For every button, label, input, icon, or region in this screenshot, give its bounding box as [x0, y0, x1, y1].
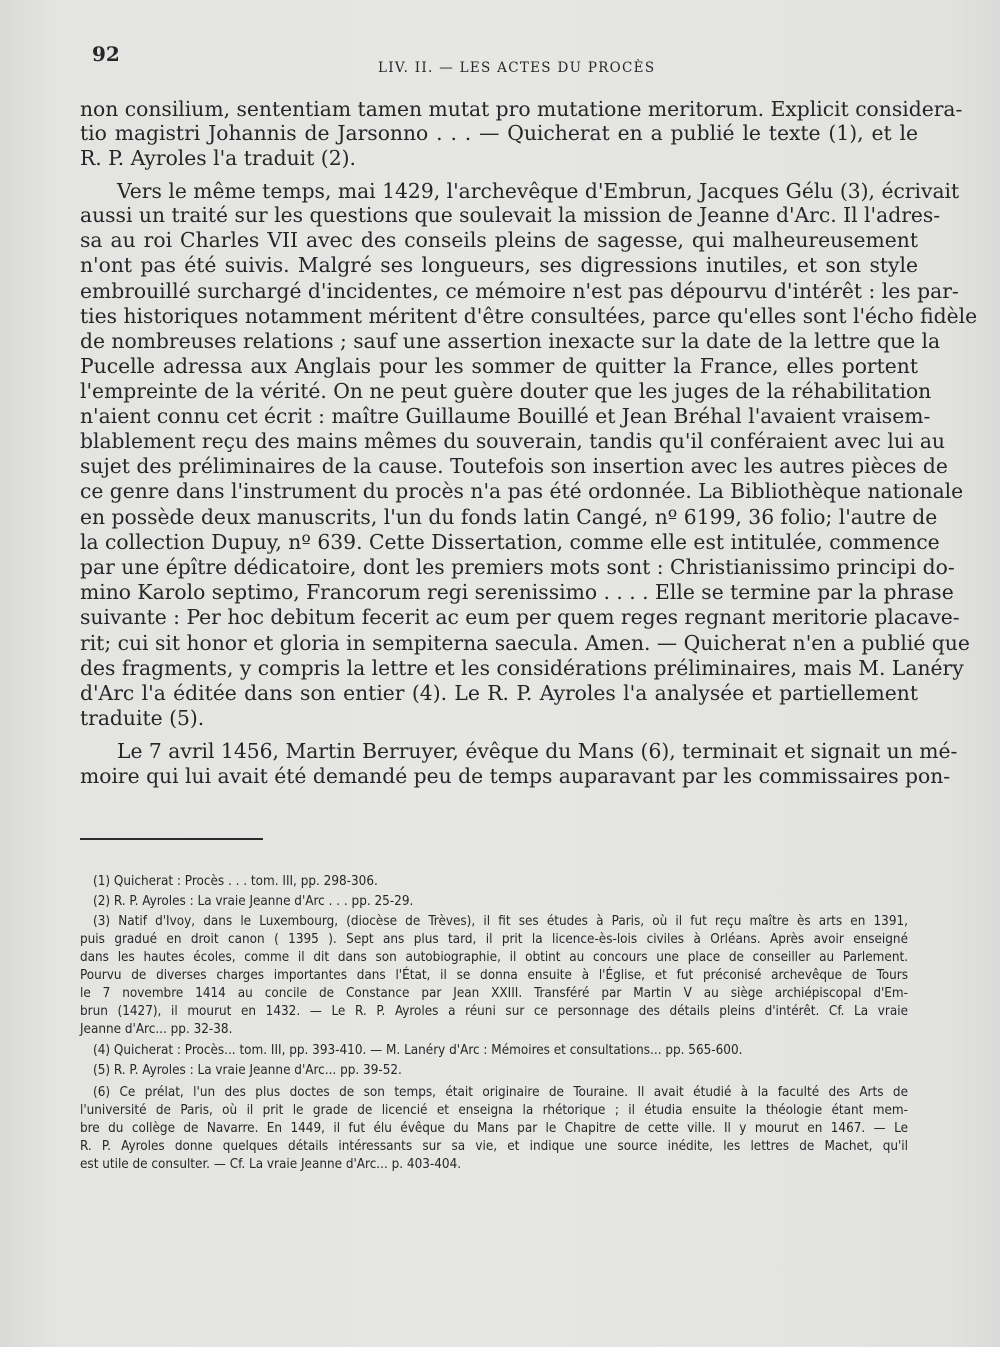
body-line: tio magistri Johannis de Jarsonno . . . — Quicherat en a publié le texte (1), et le: [80, 121, 918, 145]
footnote-line: brun (1427), il mourut en 1432. — Le R. P. Ayroles a réuni sur ce personnage des détails pleins d'intérêt. Cf. La vraie: [80, 1004, 908, 1019]
body-line: l'empreinte de la vérité. On ne peut guère douter que les juges de la réhabilitation: [80, 379, 932, 403]
body-line: par une épître dédicatoire, dont les premiers mots sont : Christianissimo principi do-: [80, 555, 955, 579]
body-line: la collection Dupuy, nº 639. Cette Dissertation, comme elle est intitulée, commence: [80, 530, 940, 554]
running-header: LIV. II. — LES ACTES DU PROCÈS: [378, 60, 656, 76]
footnote-line: Jeanne d'Arc... pp. 32-38.: [80, 1022, 233, 1037]
footnote-line: le 7 novembre 1414 au concile de Constance par Jean XXIII. Transféré par Martin V au siège archiépiscopal d'Em-: [80, 986, 908, 1001]
body-line: sujet des préliminaires de la cause. Toutefois son insertion avec les autres pièces de: [80, 454, 948, 478]
body-line: de nombreuses relations ; sauf une assertion inexacte sur la date de la lettre que la: [80, 329, 941, 353]
footnote-line: (2) R. P. Ayroles : La vraie Jeanne d'Arc . . . pp. 25-29.: [93, 894, 414, 909]
footnote-line: (6) Ce prélat, l'un des plus doctes de son temps, était originaire de Touraine. Il avait étudié à la faculté des Arts de: [93, 1085, 908, 1100]
footnote-line: (1) Quicherat : Procès . . . tom. III, pp. 298-306.: [93, 874, 378, 889]
body-line: sa au roi Charles VII avec des conseils pleins de sagesse, qui malheureusement: [80, 228, 918, 252]
body-line: des fragments, y compris la lettre et les considérations préliminaires, mais M. Lanéry: [80, 656, 964, 680]
body-line: traduite (5).: [80, 706, 205, 730]
paragraph-first-line: Vers le même temps, mai 1429, l'archevêque d'Embrun, Jacques Gélu (3), écrivait: [117, 179, 960, 203]
body-line: d'Arc l'a éditée dans son entier (4). Le R. P. Ayroles l'a analysée et partiellement: [80, 681, 918, 705]
body-line: n'ont pas été suivis. Malgré ses longueurs, ses digressions inutiles, et son style: [80, 253, 918, 277]
body-line: n'aient connu cet écrit : maître Guillaume Bouillé et Jean Bréhal l'avaient vraisem-: [80, 404, 931, 428]
footnote-line: (3) Natif d'Ivoy, dans le Luxembourg, (diocèse de Trèves), il fit ses études à Paris, où il fut reçu maître ès arts en 1391,: [93, 914, 908, 929]
body-line: mino Karolo septimo, Francorum regi serenissimo . . . . Elle se termine par la phrase: [80, 580, 954, 604]
footnote-line: R. P. Ayroles donne quelques détails intéressants sur sa vie, et indique une source inédite, les lettres de Machet, qu'il: [80, 1139, 908, 1154]
footnote-line: l'université de Paris, où il prit le grade de licencié et enseigna la rhétorique ; il étudia ensuite la théologie étant mem-: [80, 1103, 908, 1118]
paragraph-first-line: Le 7 avril 1456, Martin Berruyer, évêque du Mans (6), terminait et signait un mé-: [117, 739, 958, 763]
footnote-line: Pourvu de diverses charges importantes dans l'État, il se donna ensuite à l'Église, et fut préconisé archevêque de Tours: [80, 968, 908, 983]
body-line: ce genre dans l'instrument du procès n'a pas été ordonnée. La Bibliothèque nationale: [80, 479, 964, 503]
body-line: Pucelle adressa aux Anglais pour les sommer de quitter la France, elles portent: [80, 354, 918, 378]
footnote-line: dans les hautes écoles, comme il dit dans son autobiographie, il obtint au concours une place de conseiller au Parlement.: [80, 950, 908, 965]
body-line: R. P. Ayroles l'a traduit (2).: [80, 146, 356, 170]
body-line: embrouillé surchargé d'incidentes, ce mémoire n'est pas dépourvu d'intérêt : les par-: [80, 279, 959, 303]
body-line: moire qui lui avait été demandé peu de temps auparavant par les commissaires pon-: [80, 764, 951, 788]
footnote-line: (4) Quicherat : Procès... tom. III, pp. 393-410. — M. Lanéry d'Arc : Mémoires et consultations... pp. 565-600.: [93, 1043, 743, 1058]
body-line: aussi un traité sur les questions que soulevait la mission de Jeanne d'Arc. Il l'adres-: [80, 203, 941, 227]
footnote-line: (5) R. P. Ayroles : La vraie Jeanne d'Arc... pp. 39-52.: [93, 1063, 402, 1078]
body-line: rit; cui sit honor et gloria in sempiterna saecula. Amen. — Quicherat n'en a publié que: [80, 631, 970, 655]
body-line: en possède deux manuscrits, l'un du fonds latin Cangé, nº 6199, 36 folio; l'autre de: [80, 505, 938, 529]
page-number: 92: [92, 42, 120, 66]
footnote-line: puis gradué en droit canon ( 1395 ). Sept ans plus tard, il prit la licence-ès-lois civiles à Orléans. Après avoir enseigné: [80, 932, 908, 947]
body-line: non consilium, sententiam tamen mutat pro mutatione meritorum. Explicit considera-: [80, 97, 963, 121]
footnote-line: bre du collège de Navarre. En 1449, il fut élu évêque du Mans par le Chapitre de cette ville. Il y mourut en 1467. — Le: [80, 1121, 908, 1136]
body-line: ties historiques notamment méritent d'être consultées, parce qu'elles sont l'écho fidèle: [80, 304, 978, 328]
body-line: blablement reçu des mains mêmes du souverain, tandis qu'il conféraient avec lui au: [80, 429, 945, 453]
footnote-line: est utile de consulter. — Cf. La vraie Jeanne d'Arc... p. 403-404.: [80, 1157, 462, 1172]
footnote-separator: [80, 838, 263, 840]
body-line: suivante : Per hoc debitum fecerit ac eum per quem reges regnant meritorie placave-: [80, 605, 960, 629]
